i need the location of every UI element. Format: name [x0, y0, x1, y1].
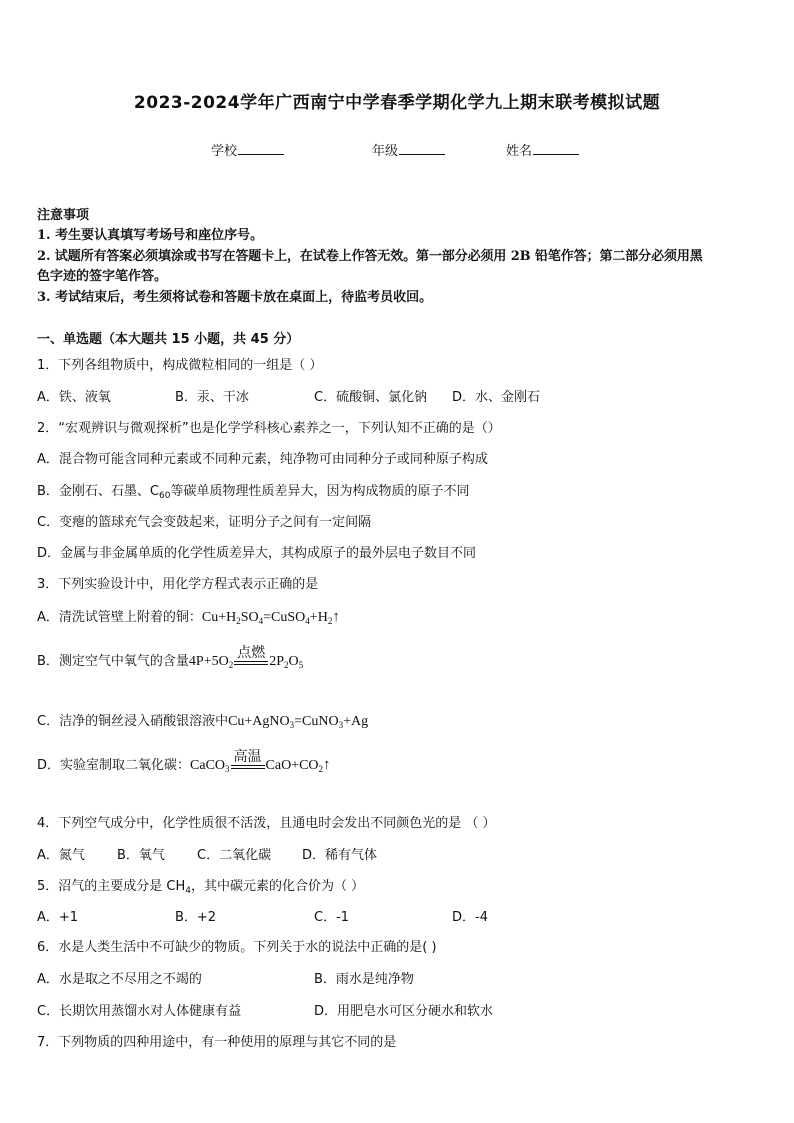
grade-field [372, 140, 445, 159]
q3-c-text: C．洁净的铜丝浸入硝酸银溶液中 [37, 714, 229, 729]
q3-option-a [37, 606, 340, 626]
q7-stem: 7．下列物质的四种用途中，有一种使用的原理与其它不同的是 [37, 1035, 397, 1050]
q6-option-a: A．水是取之不尽用之不竭的 [37, 972, 202, 987]
q3-option-d [37, 749, 331, 774]
q3-d-equation: CaCO$_3$ 高温 $CaO+CO_2↑$ [190, 749, 331, 774]
note-1: 1. 考生要认真填写考场号和座位序号。 [37, 228, 264, 243]
q3-b-cond-label: 点燃 [237, 645, 266, 661]
section-heading: 一、单选题（本大题共 15 小题，共 45 分） [37, 332, 300, 347]
q6-option-d: D．用肥皂水可区分硬水和软水 [314, 1004, 494, 1019]
q4-option-b: B．氧气 [117, 848, 165, 863]
q2-b-post: 等碳单质物理性质差异大，因为构成物质的原子不同 [170, 484, 470, 499]
q5-option-a: A．+1 [37, 910, 79, 925]
grade-blank [399, 142, 445, 155]
q3-stem: 3．下列实验设计中，用化学方程式表示正确的是 [37, 577, 319, 592]
q2-option-d: D．金属与非金属单质的化学性质差异大，其构成原子的最外层电子数目不同 [37, 546, 477, 561]
name-label: 姓名 [506, 144, 533, 159]
q2-stem: 2．“宏观辨识与微观探析”也是化学学科核心素养之一，下列认知不正确的是（） [37, 421, 501, 436]
q4-option-c: C．二氧化碳 [197, 848, 272, 863]
q3-d-text: D．实验室制取二氧化碳： [37, 758, 191, 773]
page-title: 2023-2024学年广西南宁中学春季学期化学九上期末联考模拟试题 [133, 93, 661, 113]
school-blank [238, 142, 284, 155]
q5-stem [37, 875, 364, 896]
name-field [506, 140, 579, 159]
q2-b-sub: 60 [159, 491, 171, 501]
q3-d-cond-label: 高温 [233, 749, 262, 765]
note-2: 2. 试题所有答案必须填涂或书写在答题卡上，在试卷上作答无效。第一部分必须用 2B 铅笔作答；第二部分必须用黑 [37, 249, 703, 264]
q2-option-c: C．变瘪的篮球充气会变鼓起来，证明分子之间有一定间隔 [37, 515, 372, 530]
q1-stem: 1．下列各组物质中，构成微粒相同的一组是（ ） [37, 358, 323, 373]
q3-option-c [37, 710, 368, 730]
q5-stem-pre: 5．沼气的主要成分是 CH [37, 879, 186, 894]
grade-label: 年级 [372, 144, 399, 159]
q3-a-equation: $Cu+H_2SO_4=CuSO_4+H_2↑$ [201, 609, 340, 626]
school-field [211, 140, 284, 159]
name-blank [533, 142, 579, 155]
q3-d-condition [231, 749, 265, 774]
q1-option-c: C．硫酸铜、氯化钠 [314, 390, 428, 405]
q4-option-d: D．稀有气体 [302, 848, 378, 863]
q2-option-b [37, 480, 469, 501]
q3-a-text: A．清洗试管壁上附着的铜： [37, 610, 202, 625]
q3-c-equation: Cu+AgNO$_3$=CuNO$_3$+Ag [228, 714, 369, 730]
note-2-cont: 色字迹的签字笔作答。 [37, 269, 168, 284]
q1-option-a: A．铁、液氧 [37, 390, 111, 405]
q3-b-text: B．测定空气中氧气的含量 [37, 654, 189, 669]
q5-option-d: D．-4 [452, 910, 488, 925]
note-3: 3. 考试结束后，考生须将试卷和答题卡放在桌面上，待监考员收回。 [37, 290, 433, 305]
q6-option-c: C．长期饮用蒸馏水对人体健康有益 [37, 1004, 242, 1019]
q1-option-d: D．水、金刚石 [452, 390, 541, 405]
q3-b-condition [234, 645, 268, 670]
q5-stem-post: ，其中碳元素的化合价为（ ） [191, 879, 365, 894]
q5-option-c: C．-1 [314, 910, 350, 925]
q1-option-b: B．汞、干冰 [175, 390, 249, 405]
q5-option-b: B．+2 [175, 910, 217, 925]
q2-option-a: A．混合物可能含同种元素或不同种元素，纯净物可由同种分子或同种原子构成 [37, 452, 488, 467]
notes-heading: 注意事项 [37, 208, 90, 223]
q4-option-a: A．氮气 [37, 848, 85, 863]
q6-option-b: B．雨水是纯净物 [314, 972, 414, 987]
q3-b-equation: $4P+5O_2$ 点燃 $2P_2O_5$ [188, 645, 304, 670]
q5-stem-sub: 4 [185, 886, 191, 896]
q2-b-pre: B．金刚石、石墨、C [37, 484, 159, 499]
q6-stem: 6．水是人类生活中不可缺少的物质。下列关于水的说法中正确的是( ) [37, 940, 437, 955]
school-label: 学校 [211, 144, 238, 159]
q3-option-b [37, 645, 303, 670]
q4-stem: 4．下列空气成分中，化学性质很不活泼，且通电时会发出不同颜色光的是 （ ） [37, 816, 496, 831]
